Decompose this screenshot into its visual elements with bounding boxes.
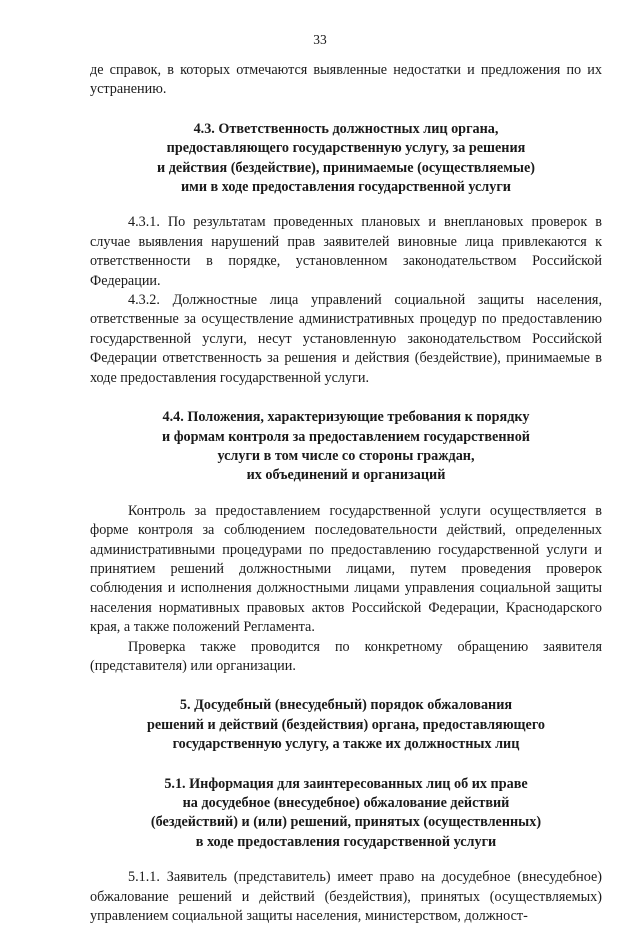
heading-line: предоставляющего государственную услугу, за решения [166, 140, 526, 157]
section-4-3-heading [90, 120, 602, 198]
section-5-heading [90, 696, 602, 754]
heading-line: 5. Досудебный (внесудебный) порядок обжалования [179, 697, 513, 714]
heading-line: услуги в том числе со стороны граждан, [217, 447, 475, 464]
section-5-1-heading [90, 775, 602, 853]
section-4-4-heading [90, 408, 602, 486]
heading-line: решений и действий (бездействия) органа, предоставляющего [146, 716, 546, 733]
heading-line: 4.4. Положения, характеризующие требования к порядку [162, 409, 530, 426]
heading-line: их объединений и организаций [246, 467, 446, 484]
heading-line: 5.1. Информация для заинтересованных лиц об их праве [164, 775, 528, 792]
heading-line: на досудебное (внесудебное) обжалование действий [182, 795, 510, 811]
heading-line: и формам контроля за предоставлением государственной [162, 428, 530, 445]
heading-line: и действия (бездействие), принимаемые (осуществляемые) [157, 159, 535, 176]
heading-line: государственную услугу, а также их должностных лиц [172, 736, 520, 753]
page-number: 33 [313, 32, 327, 47]
paragraph-4-3-1: 4.3.1. По результатам проведенных плановых и внеплановых проверок в случае выявления нарушений прав заявителей виновные лица привлекаются к ответственности в порядке, установленном законодательством Российской Федерации. [90, 214, 602, 289]
intro-paragraph: де справок, в которых отмечаются выявленные недостатки и предложения по их устранению. [90, 62, 602, 98]
paragraph-4-4-check: Проверка также проводится по конкретному обращению заявителя (представителя) или организации. [90, 638, 602, 674]
heading-line: 4.3. Ответственность должностных лиц органа, [193, 120, 499, 137]
heading-line: ими в ходе предоставления государственной услуги [181, 179, 511, 196]
heading-line: (бездействий) и (или) решений, принятых (осуществленных) [150, 814, 542, 831]
paragraph-4-3-2: 4.3.2. Должностные лица управлений социальной защиты населения, ответственные за осуществление административных процедур по предоставлению государственной услуги, несут установленную законодательством Российской Федерации ответственность за решения и действия (бездействие), принимаемые в ходе предоставления государственной услуги. [90, 292, 602, 386]
page-content [90, 61, 602, 926]
heading-line: в ходе предоставления государственной услуги [195, 833, 497, 850]
paragraph-4-4-control: Контроль за предоставлением государственной услуги осуществляется в форме контроля за соблюдением последовательности действий, определенных административными процедурами по предоставлению государственной услуги и принятием решений должностными лицами, путем проведения проверок соблюдения и исполнения должностными лицами управления социальной защиты населения нормативных правовых актов Российской Федерации, Краснодарского края, а также положений Регламента. [90, 502, 602, 636]
paragraph-5-1-1: 5.1.1. Заявитель (представитель) имеет право на досудебное (внесудебное) обжалование решений и действий (бездействия), принятых (осуществляемых) управлением социальной защиты населения, министерством, должност- [90, 869, 602, 925]
